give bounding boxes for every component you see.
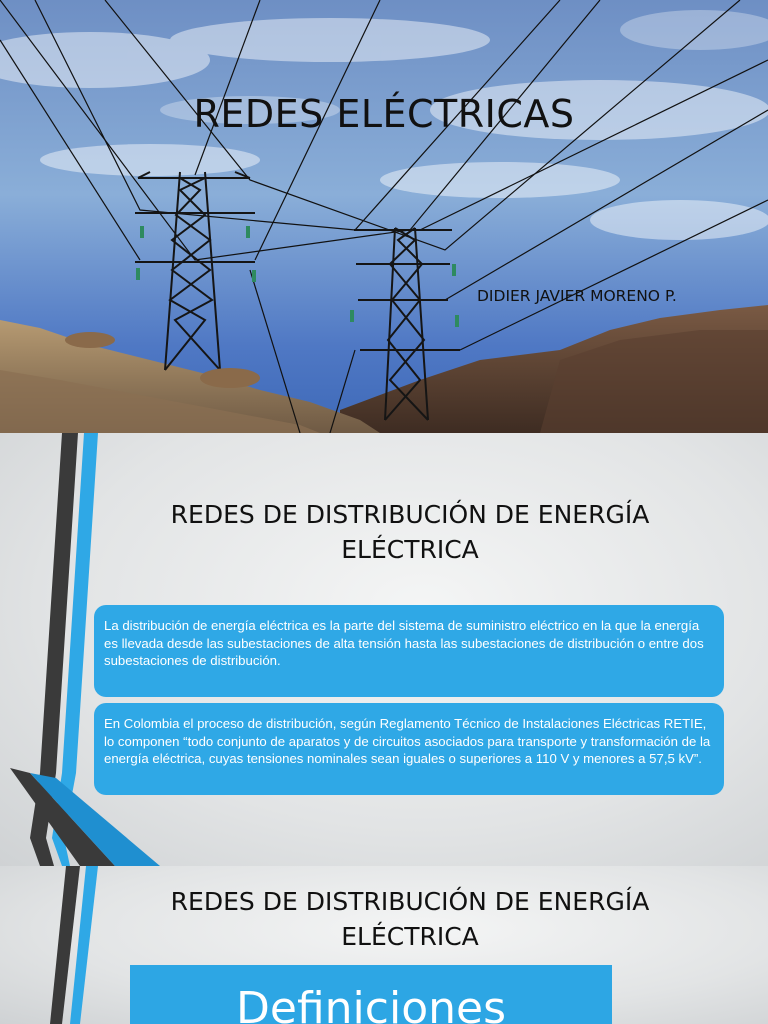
slide-title-line2: ELÉCTRICA (341, 922, 479, 951)
definitions-banner (130, 965, 612, 1024)
definition-box: La distribución de energía eléctrica es la parte del sistema de suministro eléctrico en la que la energía es llevada desde las subestaciones de alta tensión hasta las subestaciones de distribución o entre dos subestaciones de distribución. (94, 605, 724, 697)
definitions-slide (0, 866, 768, 1024)
slide-title (120, 884, 700, 954)
slide-title-line1: REDES DE DISTRIBUCIÓN DE ENERGÍA (170, 500, 650, 529)
slide-title-line1: REDES DE DISTRIBUCIÓN DE ENERGÍA (170, 887, 650, 916)
presentation-title: REDES ELÉCTRICAS (193, 92, 575, 136)
definitions-label: Definiciones (236, 983, 506, 1024)
distribution-slide (0, 433, 768, 866)
slide-title (120, 497, 700, 567)
title-slide (0, 0, 768, 433)
author-name: DIDIER JAVIER MORENO P. (477, 287, 677, 305)
power-lines-photo (0, 0, 768, 433)
retie-box: En Colombia el proceso de distribución, según Reglamento Técnico de Instalaciones Eléctricas RETIE, lo componen “todo conjunto de aparatos y de circuitos asociados para transporte y transformación de la energía eléctrica, cuyas tensiones nominales sean iguales o superiores a 110 V y menores a 57,5 kV”. (94, 703, 724, 795)
slide-title-line2: ELÉCTRICA (341, 535, 479, 564)
